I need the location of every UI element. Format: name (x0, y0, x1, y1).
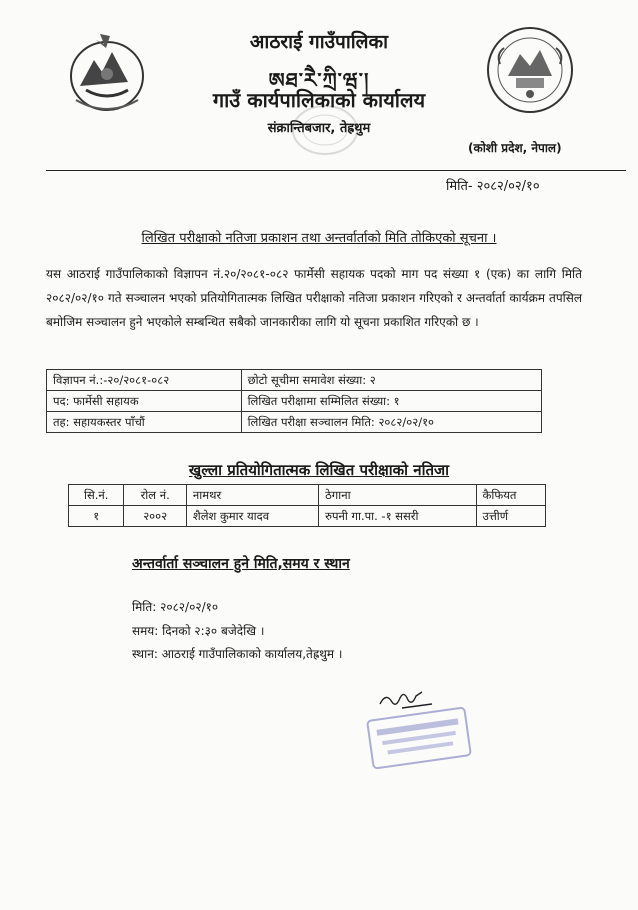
header-divider (46, 170, 626, 171)
table-row (47, 391, 542, 412)
interview-title: अन्तर्वार्ता सञ्चालन हुने मिति,समय र स्थान (132, 556, 350, 572)
header-cell-address: ठेगाना (319, 485, 476, 506)
table-row (69, 506, 546, 527)
office-name: गाउँ कार्यपालिकाको कार्यालय (212, 88, 426, 112)
municipality-name-limbu: ཨཐ༌རཻ༌ཀྲི༌ཝ༌། (268, 68, 370, 92)
municipality-name: आठराई गाउँपालिका (249, 31, 389, 53)
table-cell: तह: सहायकस्तर पाँचौं (47, 412, 242, 433)
official-stamp-icon (364, 706, 474, 770)
vacancy-info-table (46, 369, 542, 433)
table-cell: लिखित परीक्षा सञ्चालन मिति: २०८२/०२/१० (241, 412, 541, 433)
interview-time: समय: दिनको २:३० बजेदेखि । (132, 624, 265, 638)
header-cell-remarks: कैफियत (476, 485, 545, 506)
table-cell: रुपनी गा.पा. -१ ससरी (319, 506, 476, 527)
result-title: खुल्ला प्रतियोगितात्मक लिखित परीक्षाको नतिजा (188, 461, 450, 479)
table-cell: विज्ञापन नं.:-२०/२०८१-०८२ (47, 370, 242, 391)
table-cell: शैलेश कुमार यादव (186, 506, 318, 527)
interview-place: स्थान: आठराई गाउँपालिकाको कार्यालय,तेह्रथुम । (132, 647, 343, 661)
table-row (47, 370, 542, 391)
header-cell-sn: सि.नं. (69, 485, 124, 506)
table-cell: छोटो सूचीमा समावेश संख्या: २ (241, 370, 541, 391)
province-label: (कोशी प्रदेश, नेपाल) (468, 141, 562, 155)
result-table (68, 484, 546, 527)
table-cell: २००२ (124, 506, 186, 527)
office-address: संक्रान्तिबजार, तेह्रथुम (267, 121, 371, 136)
header-cell-roll: रोल नं. (124, 485, 186, 506)
interview-date: मिति: २०८२/०२/१० (132, 600, 219, 614)
header-cell-name: नामथर (186, 485, 318, 506)
notice-paragraph: यस आठराई गाउँपालिकाको विज्ञापन नं.२०/२०८१-०८२ फार्मेसी सहायक पदको माग पद संख्या १ (एक) का लागि मिति २०८२/०२/१० गते सञ्चालन भएको प्रतियोगितात्मक लिखित परीक्षाको नतिजा प्रकाशन गरिएको र अन्तर्वार्ता कार्यक्रम तपसिल बमोजिम सञ्चालन हुने भएकोले सम्बन्धित सबैको जानकारीका लागि यो सूचना प्रकाशित गरिएको छ । (46, 267, 582, 329)
table-header-row (69, 485, 546, 506)
table-cell: लिखित परीक्षामा सम्मिलित संख्या: १ (241, 391, 541, 412)
notice-title: लिखित परीक्षाको नतिजा प्रकाशन तथा अन्तर्वार्ताको मिति तोकिएको सूचना । (141, 231, 497, 246)
table-cell: पद: फार्मेसी सहायक (47, 391, 242, 412)
table-cell: उत्तीर्ण (476, 506, 545, 527)
notice-date: मिति- २०८२/०२/१० (446, 179, 540, 194)
table-cell: १ (69, 506, 124, 527)
table-row (47, 412, 542, 433)
